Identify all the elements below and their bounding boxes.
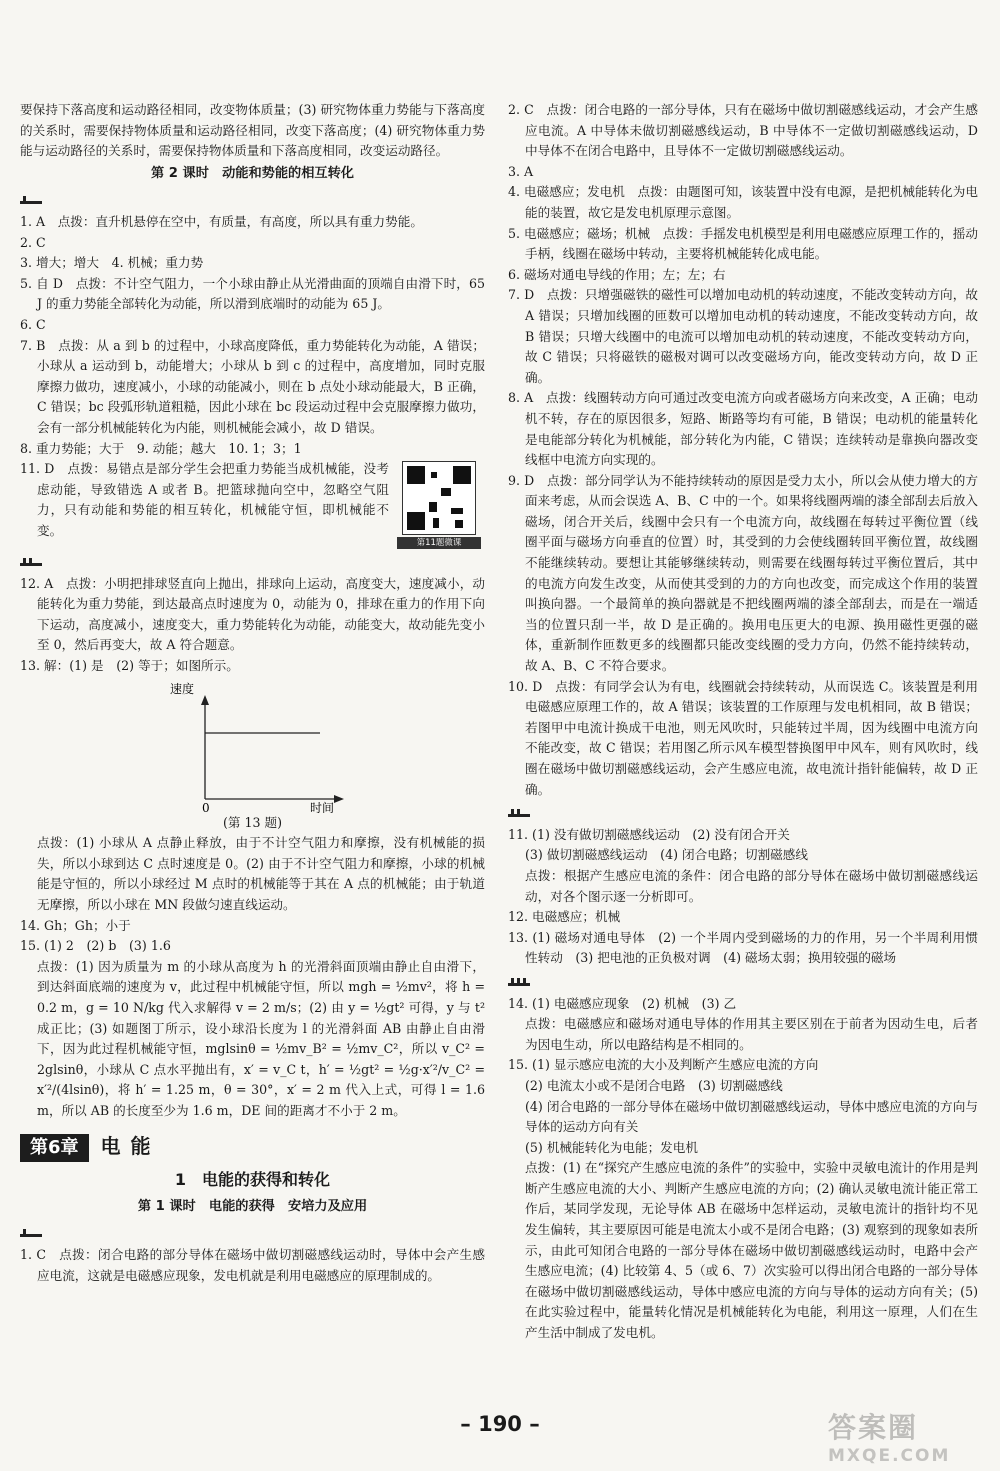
answer-item: 4. 电磁感应；发电机 点拨：由题图可知，该装置中没有电源，是把机械能转化为电能的装置，故它是发电机原理示意图。 <box>508 184 978 220</box>
level-3-icon <box>508 972 530 986</box>
section-title: 1 电能的获得和转化 <box>174 1170 331 1190</box>
answer-item: 2. C 点拨：闭合电路的一部分导体，只有在磁场中做切割磁感线运动，才会产生感应电流。A 中导体未做切割磁感线运动，B 中导体不一定做切割磁感线运动，D 中导体不在闭合电路中，且导体不一定做切割磁感线运动。 <box>508 102 978 159</box>
chapter-heading <box>20 1134 485 1163</box>
watermark-cn: 答案圈 <box>828 1411 919 1444</box>
answer-item: 14. (1) 电磁感应现象 (2) 机械 (3) 乙 <box>508 995 737 1011</box>
level-1-icon <box>20 1223 42 1237</box>
answer-item: 7. D 点拨：只增强磁铁的磁性可以增加电动机的转动速度，不能改变转动方向，故 A 错误；只增加线圈的匝数可以增加电动机的转动速度，不能改变转动方向，故 B 错误；只增大线圈中的电流可以增加电动机的转动速度，不能改变转动方向，故 C 错误；只将磁铁的磁极对调可以改变磁场方向，能改变转动方向，故 D 正确。 <box>508 287 978 385</box>
answer-item: 15. (1) 2 (2) b (3) 1.6 <box>20 938 171 954</box>
explanation: 点拨：根据产生感应电流的条件：闭合电路的部分导体在磁场中做切割磁感线运动，对各个图示逐一分析即可。 <box>525 867 978 904</box>
answer-sub: (3) 做切割磁感线运动 (4) 闭合电路；切割磁感线 <box>525 847 808 863</box>
right-column <box>508 100 978 1344</box>
qr-code[interactable] <box>397 461 481 549</box>
explanation: 点拨：电磁感应和磁场对通电导体的作用其主要区别在于前者为因动生电，后者为因电生动，所以电路结构是不相同的。 <box>525 1016 978 1052</box>
answer-item: 12. 电磁感应；机械 <box>508 909 621 925</box>
explanation: 点拨：(1) 小球从 A 点静止释放，由于不计空气阻力和摩擦，没有机械能的损失，所以小球到达 C 点时速度是 0。(2) 由于不计空气阻力和摩擦，小球的机械能是守恒的，所以小球经过 M 点时的机械能等于其在 A 点的机械能；由于轨道无摩擦，所以小球在 MN 段做匀速直线运动。 <box>37 835 485 913</box>
level-2-icon <box>20 552 42 566</box>
explanation: 点拨：(1) 因为质量为 m 的小球从高度为 h 的光滑斜面顶端由静止自由滑下，到达斜面底端的速度为 v，此过程中机械能守恒，所以 mgh = ½mv²，将 h = 0.2 m，g = 10 N/kg 代入求解得 v = 2 m/s；(2) 由 y = ½gt² 可得，y 与 t² 成正比；(3) 如题图丁所示，设小球沿长度为 l 的光滑斜面 AB 由静止自由滑下，因为此过程机械能守恒，mglsinθ = ½mv_B² = ½mv_C²，所以 v_C² = 2glsinθ，小球从 C 点水平抛出有，x′ = v_C t，h′ = ½gt² = ½g·x′²/v_C² = x′²/(4lsinθ)，将 h′ = 1.25 m，θ = 30°，x′ = 2 m 代入上式，可得 l = 1.6 m，所以 AB 的长度至少为 1.6 m，DE 间的距离才不小于 2 m。 <box>37 958 485 1118</box>
answer-item: 6. 磁场对通电导线的作用；左；左；右 <box>508 266 726 282</box>
left-column <box>20 100 485 1286</box>
level-2-icon <box>508 803 530 817</box>
answer-item: 3. 增大；增大 4. 机械；重力势 <box>20 255 204 271</box>
level-1-icon <box>20 190 42 204</box>
q11-block <box>20 459 485 549</box>
answer-item: 10. D 点拨：有同学会认为有电，线圈就会持续转动，从而误选 C。该装置是利用电磁感应原理工作的，故 A 错误；该装置的工作原理与发电机相同，故 B 错误；若图甲中电流计换成干电池，则无风吹时，只能转过半周，因为线圈中电流方向不能改变，故 C 错误；若用图乙所示风车模型替换图甲中风车，则有风吹时，线圈在磁场中做切割磁感线运动，会产生感应电流，故电流计指针能偏转，故 D 正确。 <box>508 678 978 797</box>
answer-item: 13. 解：(1) 是 (2) 等于；如图所示。 <box>20 658 239 674</box>
qr-caption: 第11题微课 <box>397 537 481 549</box>
answer-item: 12. A 点拨：小明把排球竖直向上抛出，排球向上运动，高度变大，速度减小，动能转化为重力势能，到达最高点时速度为 0，动能为 0，排球在重力的作用下向下运动，高度减小，速度变大，重力势能转化为动能，动能变大，故动能先变小至 0，然后再变大，故 A 符合题意。 <box>20 575 485 653</box>
answer-item: 11. (1) 没有做切割磁感线运动 (2) 没有闭合开关 <box>508 826 790 842</box>
speed-time-graph <box>20 681 485 813</box>
answer-item: 1. A 点拨：直升机悬停在空中，有质量，有高度，所以具有重力势能。 <box>20 213 423 229</box>
answer-item: 5. 电磁感应；磁场；机械 点拨：手摇发电机模型是利用电磁感应原理工作的，摇动手柄，线圈在磁场中转动，主要将机械能转化成电能。 <box>508 225 978 262</box>
watermark-logo <box>828 1406 978 1466</box>
answer-item: 15. (1) 显示感应电流的大小及判断产生感应电流的方向 <box>508 1057 819 1073</box>
lesson-title: 第 1 课时 电能的获得 安培力及应用 <box>137 1198 368 1214</box>
intro-paragraph: 要保持下落高度和运动路径相同，改变物体质量；(3) 研究物体重力势能与下落高度的关系时，需要保持物体质量和运动路径相同，改变下落高度；(4) 研究物体重力势能与运动路径的关系时，需要保持物体质量和下落高度相同，改变运动路径。 <box>20 102 485 159</box>
answer-sub: (2) 电流太小或不是闭合电路 (3) 切割磁感线 <box>525 1077 783 1093</box>
chapter-title: 电能 <box>100 1133 161 1158</box>
explanation: 点拨：(1) 在“探究产生感应电流的条件”的实验中，实验中灵敏电流计的作用是判断产生感应电流的大小、判断产生感应电流的方向；(2) 确认灵敏电流计能正常工作后，某同学发现，无论导体 AB 在磁场中怎样运动，灵敏电流计的指针均不见发生偏转，其主要原因可能是电流太小或不是闭合电路；(3) 观察到的现象如表所示，由此可知闭合电路的一部分导体在磁场中做切割磁感线运动时，电路中会产生感应电流；(4) 比较第 4、5（或 6、7）次实验可以得出闭合电路的一部分导体在磁场中做切割磁感线运动，导体中感应电流的方向与导体的运动方向有关；(5) 在此实验过程中，能量转化情况是机械能转化为电能，利用这一原理，人们在生产生活中制成了发电机。 <box>525 1160 978 1341</box>
watermark-en: MXQE.COM <box>828 1446 951 1466</box>
graph-origin: 0 <box>202 800 210 813</box>
answer-item: 9. D 点拨：部分同学认为不能持续转动的原因是受力太小，所以会从使力增大的方面来考虑，从而会误选 A、B、C 中的一个。如果将线圈两端的漆全部刮去后放入磁场，闭合开关后，线圈中会只有一个电流方向，故线圈在每转过平衡位置（线圈平面与磁场方向垂直的位置）时，其受到的力会使线圈转回平衡位置，故线圈不能继续转动。要想让其能够继续转动，则需要在线圈每转过平衡位置后，其中的电流方向发生改变，从而使其受到的力的方向也改变，而完成这个作用的装置叫换向器。一个最简单的换向器就是不把线圈两端的漆全部刮去，而是在一端适当的位置只刮一半，故 D 是正确的。换用电压更大的电源、换用磁性更强的磁体，重新制作匝数更多的线圈都只能改变线圈的受力方向，仍然不能持续转动，故 A、B、C 不符合要求。 <box>508 472 978 674</box>
answer-item: 5. 自 D 点拨：不计空气阻力，一个小球由静止从光滑曲面的顶端自由滑下时，65 J 的重力势能全部转化为动能，所以滑到底端时的动能为 65 J。 <box>20 275 485 312</box>
answer-sub: (4) 闭合电路的一部分导体在磁场中做切割磁感线运动，导体中感应电流的方向与导体的运动方向有关 <box>525 1098 978 1135</box>
graph-svg <box>20 681 485 813</box>
answer-item: 3. A <box>508 163 534 179</box>
answer-item: 1. C 点拨：闭合电路的部分导体在磁场中做切割磁感线运动时，导体中会产生感应电流，这就是电磁感应现象，发电机就是利用电磁感应的原理制成的。 <box>20 1246 485 1283</box>
page-number: – 190 – <box>460 1412 540 1436</box>
answer-sub: (5) 机械能转化为电能；发电机 <box>525 1139 698 1155</box>
graph-caption: (第 13 题) <box>222 814 283 830</box>
answer-item: 8. A 点拨：线圈转动方向可通过改变电流方向或者磁场方向来改变，A 正确；电动机不转，存在的原因很多，短路、断路等均有可能，B 错误；电动机的能量转化是电能部分转化为机械能，部分转化为内能，C 错误；连续转动是靠换向器改变线框中电流方向实现的。 <box>508 390 978 468</box>
answer-item: 2. C <box>20 234 46 250</box>
answer-item: 14. Gh；Gh；小于 <box>20 917 131 933</box>
answer-item: 13. (1) 磁场对通电导体 (2) 一个半周内受到磁场的力的作用，另一个半周利用惯性转动 (3) 把电池的正负极对调 (4) 磁场太弱；换用较强的磁场 <box>508 929 978 966</box>
answer-item: 7. B 点拨：从 a 到 b 的过程中，小球高度降低，重力势能转化为动能，A 错误；小球从 a 运动到 b，动能增大；小球从 b 到 c 的过程中，高度增加，同时克服摩擦力做功，速度减小，小球的动能减小，则在 b 点处小球动能最大，B 正确，C 错误；bc 段弧形轨道粗糙，因此小球在 bc 段运动过程中会克服摩擦力做功，会有一部分机械能转化为内能，则机械能会减小，故 D 错误。 <box>20 337 485 435</box>
answer-item: 11. D 点拨：易错点是部分学生会把重力势能当成机械能，没考虑动能，导致错选 A 或者 B。把篮球抛向空中，忽略空气阻力，只有动能和势能的相互转化，机械能守恒，即机械能不变。 <box>20 461 389 538</box>
answer-item: 8. 重力势能；大于 9. 动能；越大 10. 1；3；1 <box>20 440 302 456</box>
lesson-title: 第 2 课时 动能和势能的相互转化 <box>151 165 354 181</box>
qr-code-icon <box>402 461 476 535</box>
graph-ylabel: 速度 <box>170 681 195 696</box>
chapter-label: 第6章 <box>20 1134 89 1163</box>
graph-xlabel: 时间 <box>310 800 335 813</box>
answer-item: 6. C <box>20 316 46 332</box>
